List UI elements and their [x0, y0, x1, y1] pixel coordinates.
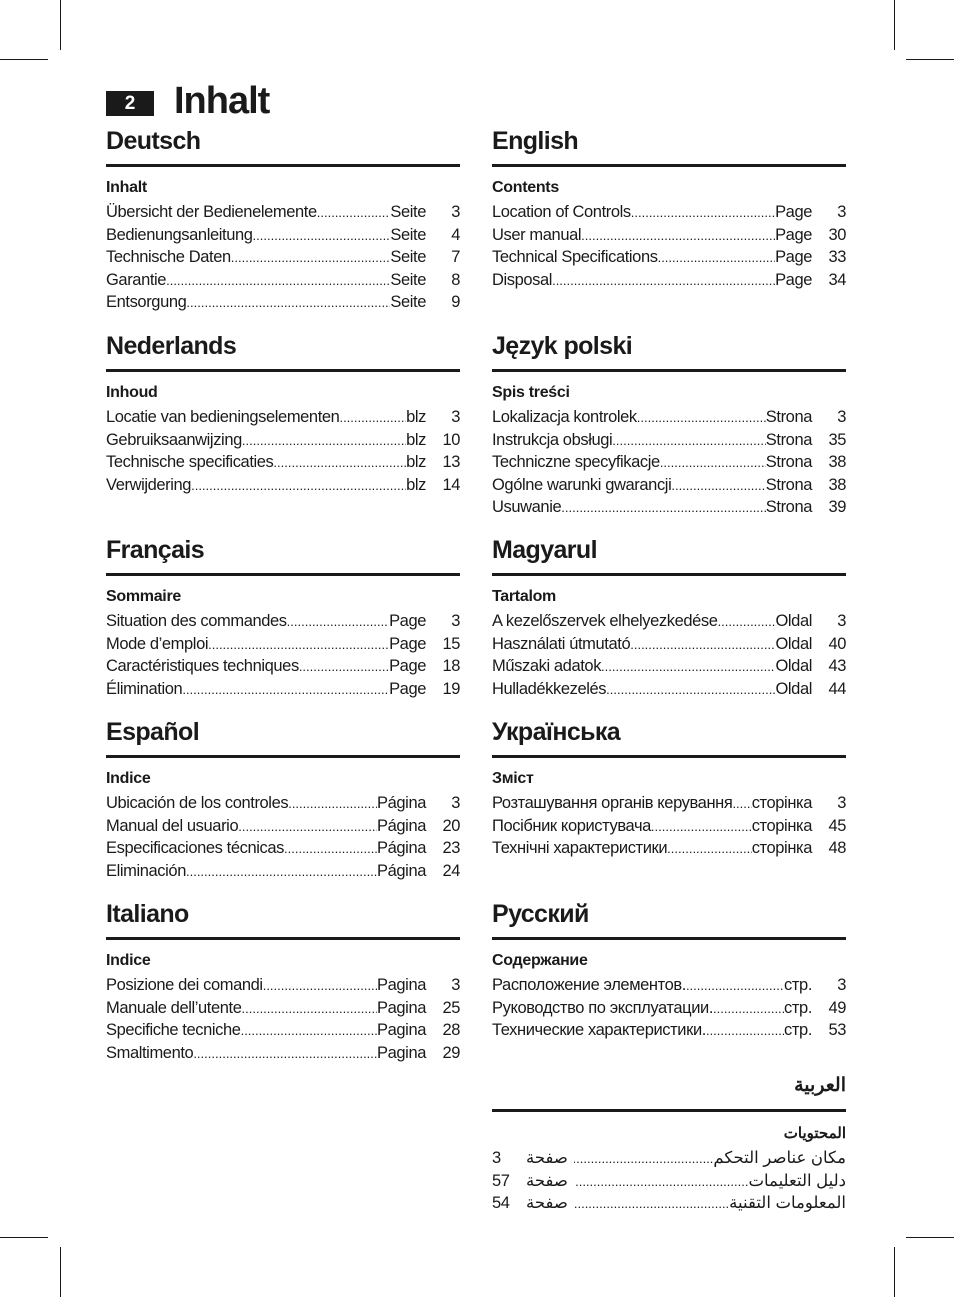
toc-entry-page-number: 10: [442, 430, 460, 449]
crop-mark: [60, 1247, 61, 1297]
section-language-heading: Deutsch: [106, 126, 460, 167]
toc-entry: [106, 976, 460, 999]
section-contents-heading: Зміст: [492, 770, 534, 787]
section-contents-heading: Содержание: [492, 952, 588, 969]
toc-entry: [106, 226, 460, 249]
dot-leader: [299, 657, 389, 676]
toc-entry-page-label: صفحة: [526, 1171, 568, 1190]
toc-entry: [492, 1171, 846, 1194]
toc-entry-title: Руководство по эксплуатации.: [492, 998, 714, 1017]
toc-entry-page-number: 34: [828, 270, 846, 289]
toc-section-ar: [492, 1071, 846, 1216]
toc-entry-title: Технические характеристики.: [492, 1021, 706, 1040]
dot-leader: [263, 976, 377, 995]
toc-entry-title: Locatie van bedieningselementen: [106, 408, 340, 426]
crop-mark: [0, 1237, 48, 1238]
dot-leader: [208, 635, 389, 654]
toc-entry: [106, 680, 460, 703]
toc-entry-title: Eliminación: [106, 861, 186, 880]
toc-section-hu: [492, 535, 846, 702]
toc-entry-title: Posizione dei comandi: [106, 976, 263, 994]
toc-entry-page-label: blz: [406, 408, 426, 426]
toc-entry: [106, 271, 460, 294]
crop-mark: [60, 0, 61, 50]
toc-entry-title: Technische specificaties: [106, 453, 274, 472]
dot-leader: [574, 1194, 729, 1213]
toc-section-fr: [106, 535, 460, 702]
dot-leader: [667, 839, 752, 858]
toc-entry-page-label: стр.: [784, 1021, 812, 1040]
section-contents-heading: Sommaire: [106, 588, 181, 605]
toc-entry-page-label: Pagina: [377, 1043, 426, 1062]
toc-entry-page-number: 3: [451, 203, 460, 221]
toc-entry-title: Műszaki adatok: [492, 657, 602, 676]
toc-entry: [492, 1148, 846, 1171]
section-language-heading: English: [492, 126, 846, 167]
toc-entry-page-number: 3: [837, 612, 846, 630]
dot-leader: [287, 612, 389, 631]
section-contents-heading: Tartalom: [492, 588, 556, 605]
toc-entry-page-number: 7: [451, 248, 460, 267]
toc-entry-page-label: Strona: [765, 453, 812, 472]
toc-entry: [492, 657, 846, 680]
toc-entry-page-label: Strona: [765, 498, 812, 517]
crop-mark: [894, 0, 895, 50]
toc-entry-page-number: 44: [828, 679, 846, 698]
dot-leader: [284, 839, 377, 858]
section-language-heading: Nederlands: [106, 331, 460, 372]
toc-entry-page-number: 14: [442, 475, 460, 494]
toc-entry: [106, 476, 460, 499]
toc-entry-title: Technische Daten: [106, 248, 231, 267]
toc-entry: [492, 839, 846, 862]
dot-leader: [191, 476, 406, 495]
toc-entry-page-label: blz: [406, 430, 426, 449]
toc-entry: [492, 999, 846, 1022]
toc-entry-title: Használati útmutató: [492, 634, 631, 653]
section-contents-heading: Inhalt: [106, 179, 147, 196]
toc-entry-page-number: 38: [828, 453, 846, 472]
toc-entry-page-label: Seite: [390, 293, 426, 312]
toc-entry: [492, 408, 846, 431]
toc-entry-page-label: Seite: [390, 225, 426, 244]
toc-entry: [492, 976, 846, 999]
toc-entry: [106, 612, 460, 635]
toc-entry-page-label: Page: [775, 270, 812, 289]
toc-entry-title: Mode d’emploi: [106, 634, 209, 653]
toc-entry: [492, 431, 846, 454]
toc-entry-title: User manual: [492, 225, 582, 244]
toc-entry-page-label: صفحة: [526, 1149, 568, 1167]
toc-entry-title: Hulladékkezelés: [492, 679, 607, 698]
toc-entry-title: Lokalizacja kontrolek: [492, 408, 637, 426]
section-language-heading: Español: [106, 717, 460, 758]
toc-entry: [106, 999, 460, 1022]
toc-entry-title: Ubicación de los controles: [106, 794, 289, 812]
toc-entry: [106, 817, 460, 840]
toc-entry-page-label: Página: [377, 816, 426, 835]
toc-entry: [106, 1044, 460, 1067]
toc-entry-page-label: Page: [775, 203, 812, 221]
toc-entry-page-number: 25: [442, 998, 460, 1017]
toc-entry-page-label: Page: [389, 612, 426, 630]
dot-leader: [574, 1172, 749, 1191]
toc-entry: [492, 453, 846, 476]
dot-leader: [581, 226, 775, 245]
dot-leader: [601, 657, 775, 676]
toc-entry-page-number: 3: [451, 976, 460, 994]
toc-entry-page-number: 33: [828, 248, 846, 267]
toc-entry-title: Location of Controls: [492, 203, 631, 221]
section-language-heading: Русский: [492, 899, 846, 940]
toc-entry-title: Manuale dell’utente: [106, 998, 242, 1017]
section-contents-heading: Contents: [492, 179, 559, 196]
section-language-heading: العربية: [492, 1071, 846, 1112]
toc-entry-page-label: стр.: [784, 998, 812, 1017]
toc-entry-title: Ogólne warunki gwarancji: [492, 475, 672, 494]
toc-entry-page-label: Oldal: [775, 634, 812, 653]
dot-leader: [706, 1021, 784, 1040]
toc-entry-page-label: blz: [406, 453, 426, 472]
toc-entry-page-label: Pagina: [377, 998, 426, 1017]
toc-entry-title: Manual del usuario: [106, 816, 239, 835]
toc-entry: [492, 1193, 846, 1216]
section-language-heading: Język polski: [492, 331, 846, 372]
toc-entry: [492, 635, 846, 658]
toc-entry-page-number: 28: [442, 1021, 460, 1040]
toc-entry: [492, 794, 846, 817]
toc-entry-page-number: 18: [442, 657, 460, 676]
toc-entry-page-number: 40: [828, 634, 846, 653]
toc-entry-title: Розташування органів керування: [492, 794, 733, 812]
dot-leader: [242, 431, 406, 450]
toc-entry-page-number: 3: [837, 976, 846, 994]
dot-leader: [182, 680, 389, 699]
toc-section-pl: [492, 331, 846, 521]
toc-entry-title: Verwijdering: [106, 475, 192, 494]
toc-entry: [106, 635, 460, 658]
toc-entry-page-label: Strona: [765, 430, 812, 449]
toc-entry-page-label: Página: [377, 861, 426, 880]
toc-entry-page-label: сторінка: [751, 816, 812, 835]
toc-entry-page-number: 3: [451, 408, 460, 426]
section-contents-heading: المحتويات: [783, 1125, 846, 1142]
toc-entry: [106, 431, 460, 454]
toc-entry-page-label: Page: [775, 225, 812, 244]
toc-section-nl: [106, 331, 460, 498]
toc-entry-page-number: 43: [828, 657, 846, 676]
toc-section-en: [492, 126, 846, 293]
toc-entry-title: Посібник користувача: [492, 816, 651, 835]
toc-entry-title: Entsorgung: [106, 293, 187, 312]
toc-entry: [492, 271, 846, 294]
dot-leader: [317, 203, 391, 222]
crop-mark: [906, 59, 954, 60]
dot-leader: [561, 498, 766, 517]
page-title: Inhalt: [174, 80, 270, 122]
toc-entry: [492, 248, 846, 271]
toc-entry-page-label: blz: [406, 475, 426, 494]
toc-entry-title: Bedienungsanleitung: [106, 225, 253, 244]
toc-entry-page-number: 3: [492, 1149, 501, 1167]
toc-entry-title: Specifiche tecniche: [106, 1021, 241, 1040]
toc-entry-page-label: сторінка: [751, 839, 812, 858]
dot-leader: [606, 680, 775, 699]
toc-section-it: [106, 899, 460, 1066]
toc-entry-page-label: Oldal: [775, 679, 812, 698]
toc-section-de: [106, 126, 460, 316]
toc-entry: [492, 498, 846, 521]
toc-entry: [106, 453, 460, 476]
toc-entry-page-number: 9: [451, 293, 460, 312]
toc-entry-page-label: Page: [775, 248, 812, 267]
dot-leader: [273, 453, 406, 472]
toc-entry-title: Disposal: [492, 270, 553, 289]
toc-entry-page-number: 3: [451, 612, 460, 630]
dot-leader: [242, 999, 378, 1018]
toc-entry-page-label: Pagina: [377, 976, 426, 994]
toc-entry: [106, 408, 460, 431]
section-language-heading: Українська: [492, 717, 846, 758]
toc-entry-page-number: 38: [828, 475, 846, 494]
toc-entry-page-number: 8: [451, 270, 460, 289]
dot-leader: [241, 1021, 377, 1040]
toc-entry: [492, 203, 846, 226]
toc-entry-page-label: Page: [389, 679, 426, 698]
section-language-heading: Magyarul: [492, 535, 846, 576]
toc-entry-page-number: 39: [828, 498, 846, 517]
toc-entry-title: Garantie: [106, 270, 167, 289]
toc-entry: [106, 839, 460, 862]
toc-entry-page-number: 45: [828, 816, 846, 835]
toc-entry-page-label: Oldal: [775, 612, 812, 630]
toc-entry-page-label: Página: [377, 839, 426, 858]
toc-entry-page-number: 15: [442, 634, 460, 653]
dot-leader: [186, 862, 377, 881]
dot-leader: [166, 271, 390, 290]
page-number-badge: 2: [106, 91, 154, 116]
dot-leader: [612, 431, 766, 450]
toc-entry-title: Übersicht der Bedienelemente: [106, 203, 317, 221]
dot-leader: [660, 453, 766, 472]
dot-leader: [713, 999, 784, 1018]
toc-entry-title: Smaltimento: [106, 1043, 194, 1062]
dot-leader: [671, 476, 765, 495]
toc-entry: [492, 817, 846, 840]
crop-mark: [906, 1237, 954, 1238]
dot-leader: [253, 226, 391, 245]
toc-entry-page-label: صفحة: [526, 1194, 568, 1213]
toc-entry-page-label: Seite: [390, 203, 426, 221]
toc-entry-page-number: 20: [442, 816, 460, 835]
section-contents-heading: Spis treści: [492, 384, 570, 401]
toc-entry-page-label: Strona: [765, 475, 812, 494]
toc-entry: [106, 1021, 460, 1044]
toc-entry: [492, 680, 846, 703]
toc-entry-page-number: 57: [492, 1171, 510, 1190]
toc-entry-page-number: 35: [828, 430, 846, 449]
toc-entry: [106, 862, 460, 885]
toc-section-es: [106, 717, 460, 884]
toc-entry-page-number: 13: [442, 453, 460, 472]
toc-entry-title: Технічні характеристики: [492, 839, 668, 858]
toc-entry-title: Instrukcja obsługi: [492, 430, 613, 449]
toc-entry: [106, 794, 460, 817]
toc-entry-title: Techniczne specyfikacje: [492, 453, 660, 472]
toc-entry-page-number: 3: [837, 203, 846, 221]
toc-entry: [492, 612, 846, 635]
toc-entry-title: Technical Specifications: [492, 248, 658, 267]
toc-entry-page-number: 3: [837, 408, 846, 426]
toc-section-ru: [492, 899, 846, 1044]
section-language-heading: Français: [106, 535, 460, 576]
toc-entry: [492, 226, 846, 249]
toc-entry-title: دليل التعليمات: [748, 1171, 846, 1190]
dot-leader: [339, 408, 406, 427]
toc-entry-page-label: Page: [389, 657, 426, 676]
toc-entry-title: Caractéristiques techniques: [106, 657, 299, 676]
dot-leader: [637, 408, 766, 427]
toc-entry-page-number: 23: [442, 839, 460, 858]
toc-entry-title: Situation des commandes: [106, 612, 287, 630]
dot-leader: [238, 817, 377, 836]
dot-leader: [630, 635, 775, 654]
toc-entry: [492, 1021, 846, 1044]
toc-entry-page-number: 49: [828, 998, 846, 1017]
toc-entry-page-label: Oldal: [775, 657, 812, 676]
crop-mark: [894, 1247, 895, 1297]
toc-entry-page-number: 29: [442, 1043, 460, 1062]
toc-entry: [492, 476, 846, 499]
toc-entry-title: مكان عناصر التحكم: [713, 1149, 846, 1167]
dot-leader: [631, 203, 775, 222]
dot-leader: [574, 1149, 714, 1168]
dot-leader: [193, 1044, 377, 1063]
dot-leader: [288, 794, 377, 813]
crop-mark: [0, 59, 48, 60]
toc-entry-page-number: 19: [442, 679, 460, 698]
toc-entry-page-label: Página: [377, 794, 426, 812]
toc-entry-title: Расположение элементов.: [492, 976, 686, 994]
toc-entry-title: Élimination: [106, 679, 183, 698]
toc-entry-title: Gebruiksaanwijzing: [106, 430, 242, 449]
toc-entry-page-number: 24: [442, 861, 460, 880]
toc-entry-page-label: стр.: [784, 976, 812, 994]
toc-entry-page-number: 48: [828, 839, 846, 858]
toc-entry-page-number: 54: [492, 1194, 510, 1213]
dot-leader: [552, 271, 775, 290]
section-language-heading: Italiano: [106, 899, 460, 940]
toc-entry-page-label: Page: [389, 634, 426, 653]
toc-entry-page-label: Pagina: [377, 1021, 426, 1040]
toc-entry-title: A kezelőszervek elhelyezkedése: [492, 612, 718, 630]
toc-entry-page-number: 53: [828, 1021, 846, 1040]
toc-entry-page-label: сторінка: [751, 794, 812, 812]
toc-entry-page-number: 30: [828, 225, 846, 244]
toc-entry-title: Usuwanie: [492, 498, 562, 517]
section-contents-heading: Inhoud: [106, 384, 158, 401]
dot-leader: [686, 976, 784, 995]
toc-entry-page-number: 3: [451, 794, 460, 812]
toc-entry-title: Especificaciones técnicas: [106, 839, 285, 858]
toc-entry-page-label: Seite: [390, 270, 426, 289]
toc-entry: [106, 657, 460, 680]
toc-entry-page-label: Strona: [765, 408, 812, 426]
section-contents-heading: Indice: [106, 770, 151, 787]
toc-section-uk: [492, 717, 846, 862]
dot-leader: [658, 248, 775, 267]
dot-leader: [231, 248, 391, 267]
toc-entry-page-number: 3: [837, 794, 846, 812]
section-contents-heading: Indice: [106, 952, 151, 969]
toc-entry-title: المعلومات التقنية: [729, 1194, 846, 1213]
toc-entry: [106, 293, 460, 316]
dot-leader: [732, 794, 751, 813]
dot-leader: [651, 817, 752, 836]
toc-entry-page-number: 4: [451, 225, 460, 244]
dot-leader: [186, 293, 390, 312]
dot-leader: [718, 612, 776, 631]
toc-entry: [106, 248, 460, 271]
toc-entry-page-label: Seite: [390, 248, 426, 267]
toc-entry: [106, 203, 460, 226]
